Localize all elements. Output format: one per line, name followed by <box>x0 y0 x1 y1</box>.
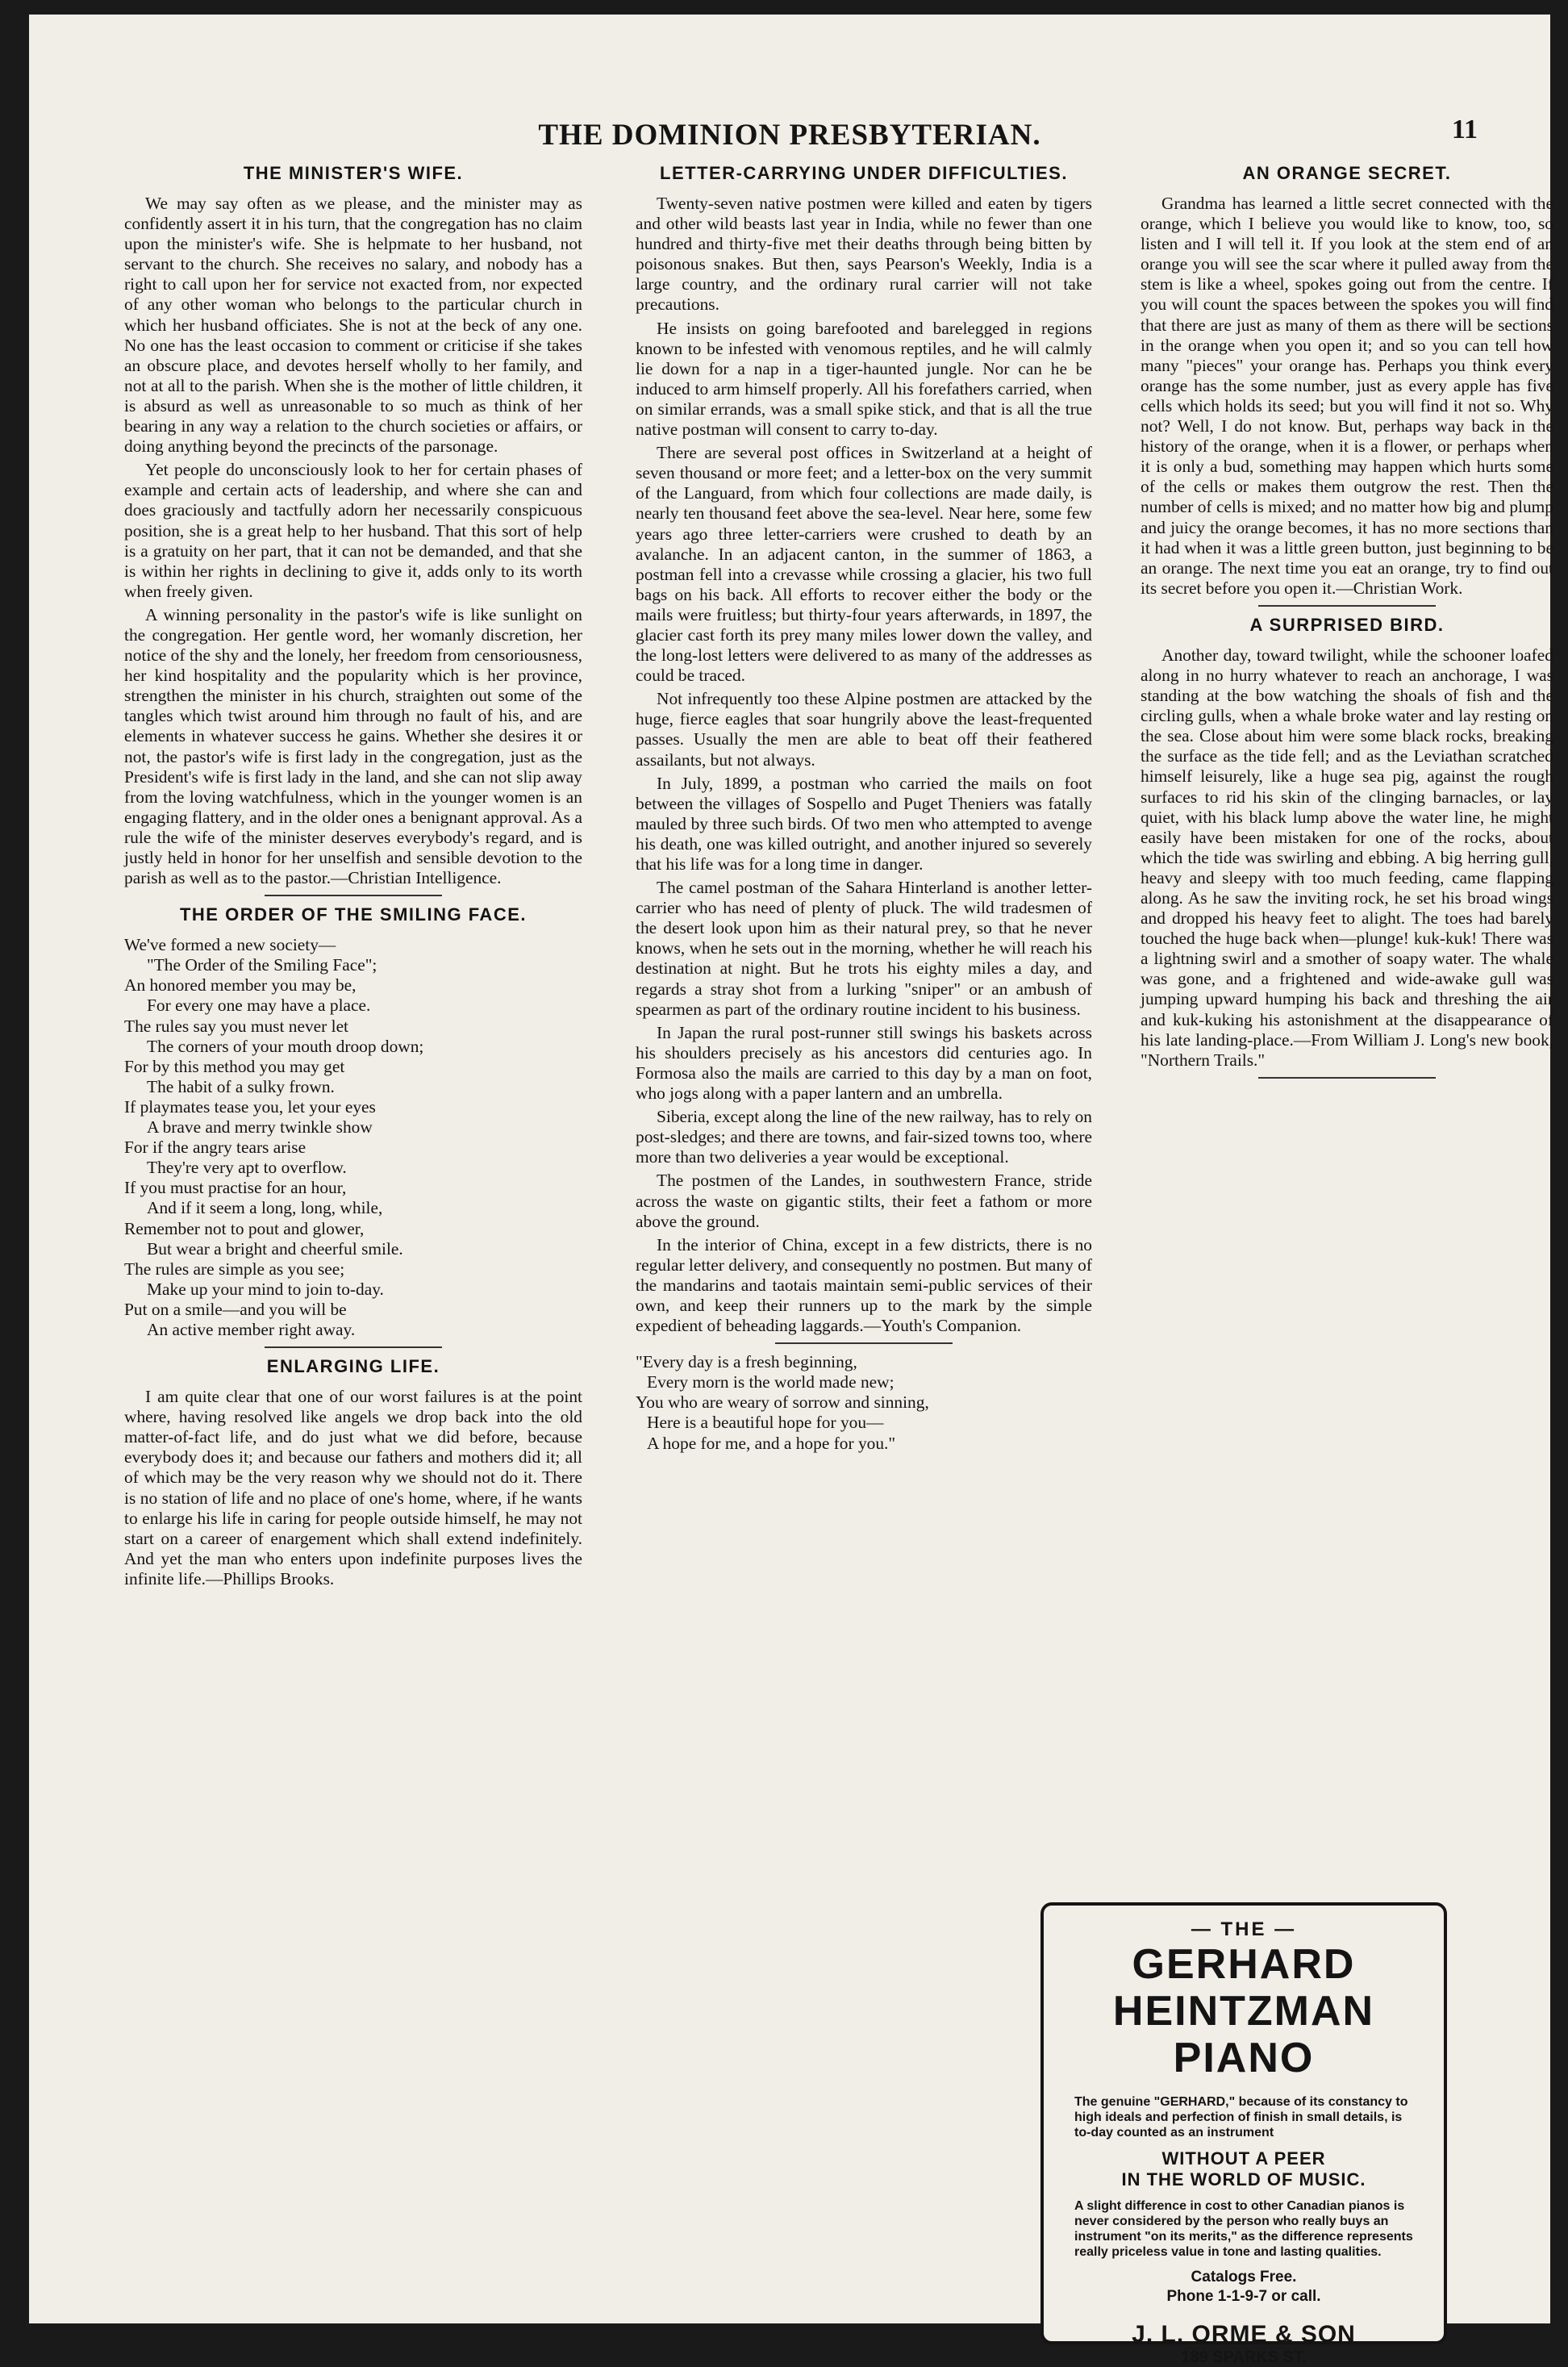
ad-brand-line: PIANO <box>1173 2035 1315 2081</box>
piano-advertisement <box>1040 1902 1447 2366</box>
poem-line: A brave and merry twinkle show <box>147 1117 373 1138</box>
article-title-smiling-face: THE ORDER OF THE SMILING FACE. <box>179 904 527 925</box>
poem-line: If playmates tease you, let your eyes <box>124 1096 376 1117</box>
letter-carrying-paragraph: In the interior of China, except in a few districts, there is no regular letter delivery, and consequently no postmen. But many of the mandarins and taotais maintain semi-public services of their own, and keep their runners up to the mark by the simple expedient of beheading laggards.—Youth's Companion. <box>636 1234 1092 1336</box>
article-title-surprised-bird: A SURPRISED BIRD. <box>1249 614 1445 635</box>
minister-wife-paragraph: We may say often as we please, and the minister may as confidently assert it in his turn, that the congregation has no claim upon the minister's wife. She is helpmate to her husband, not servant to the church. She receives no salary, and nobody has a right to call upon her for service not exacted from, nor expected of any other woman who belongs to the particular church in which her husband officiates. She is not at the beck of any one. No one has the least occasion to comment or criticise if she takes an obscure place, and devotes herself wholly to her family, and not at all to the parish. When she is the mother of little children, it is absurd as well as unreasonable to so much as think of her bearing in any way a relation to the church societies or affairs, or doing anything beyond the precincts of the parsonage. <box>124 194 582 457</box>
ad-the: — THE — <box>1191 1918 1297 1940</box>
newspaper-page <box>29 15 1553 2366</box>
article-title-minister-wife: THE MINISTER'S WIFE. <box>243 163 464 183</box>
page-number: 11 <box>1451 115 1478 144</box>
ad-phone: Phone 1-1-9-7 or call. <box>1166 2288 1321 2305</box>
verse-line: Every morn is the world made new; <box>647 1372 895 1392</box>
verse-line: You who are weary of sorrow and sinning, <box>636 1392 929 1413</box>
ad-brand-line: HEINTZMAN <box>1112 1988 1375 2035</box>
poem-line: They're very apt to overflow. <box>147 1158 347 1178</box>
letter-carrying-paragraph: The postmen of the Landes, in southwestern France, stride across the waste on gigantic stilts, their feet a fathom or more above the ground. <box>636 1171 1092 1231</box>
verse-line: A hope for me, and a hope for you." <box>647 1433 896 1453</box>
letter-carrying-paragraph: In July, 1899, a postman who carried the mails on foot between the villages of Sospello and Puget Theniers was fatally mauled by three such birds. Of two men who attempted to avenge his death, one was killed outright, and another injured so severely that his life was for a long time in danger. <box>636 773 1092 874</box>
letter-carrying-paragraph: He insists on going barefooted and barelegged in regions known to be infested with venomous reptiles, and he will calmly lie down for a nap in a tiger-haunted jungle. Nor can he be induced to arm himself properly. All his forefathers carried, when on similar errands, was a small spike stick, and that is all the true native postman will consent to carry to-day. <box>636 318 1092 440</box>
article-title-letter-carrying: LETTER-CARRYING UNDER DIFFICULTIES. <box>660 163 1068 183</box>
column-left <box>124 160 582 1593</box>
poem-line: And if it seem a long, long, while, <box>147 1198 383 1218</box>
enlarging-life-paragraph: I am quite clear that one of our worst failures is at the point where, having resolved like angels we drop back into the old matter-of-fact life, and do just what we did before, because everybody does it; and because our fathers and mothers did it; all of which may be the very reason why we should not do it. There is no station of life and no place of one's home, where, if he wants to enlarge his life in caring for people outside himself, he may not start on a career of enargement which shall extend indefinitely. And yet the man who enters upon indefinite purposes lives the infinite life.—Phillips Brooks. <box>124 1387 582 1588</box>
poem-line: Put on a smile—and you will be <box>124 1299 347 1319</box>
column-middle <box>636 160 1092 1460</box>
letter-carrying-paragraph: The camel postman of the Sahara Hinterland is another letter-carrier who has need of plenty of pluck. The wild tradesmen of the desert look upon him as their natural prey, so that he never knows, when he sets out in the morning, whether he will reach his destination at night. But he trots his eighty miles a day, and regards a stray shot from a lurking "sniper" or an ambush of spearmen as part of the ordinary routine incident to his business. <box>636 878 1092 1019</box>
poem-line: The habit of a sulky frown. <box>147 1076 335 1096</box>
ad-brand-line: GERHARD <box>1132 1941 1356 1988</box>
poem-line: Make up your mind to join to-day. <box>147 1279 384 1299</box>
poem-line: For if the angry tears arise <box>124 1138 307 1158</box>
letter-carrying-paragraph: Siberia, except along the line of the new railway, has to rely on post-sledges; and there are towns, and fair-sized towns too, where more than two deliveries a year would be exceptional. <box>636 1107 1092 1167</box>
letter-carrying-paragraph: There are several post offices in Switzerland at a height of seven thousand or more feet; and a letter-box on the very summit of the Languard, from which four collections are made daily, is nearly ten thousand feet above the sea-level. Near here, some few years ago three letter-carriers were crushed to death by an avalanche. In an adjacent canton, in the summer of 1863, a postman fell into a crevasse while crossing a glacier, his two full bags on his back. All efforts to recover either the body or the mails were fruitless; but thirty-four years afterwards, in 1897, the glacier cast forth its prey many miles lower down the valley, and the long-lost letters were delivered to as many of the addresses as could be traced. <box>636 443 1092 686</box>
verse-line: "Every day is a fresh beginning, <box>636 1352 857 1372</box>
minister-wife-paragraph: A winning personality in the pastor's wife is like sunlight on the congregation. Her gentle word, her womanly discretion, her notice of the shy and the lonely, her freedom from censoriousness, her kind hospitality and the popularity which is her province, strengthen the minister in his church, straighten out some of the tangles which twist around him through no fault of his, and are elements in whatever success he gains. Whether she desires it or not, the pastor's wife is first lady in the congregation, just as the President's wife is first lady in the land, and she can not slip away from the loving watchfulness, which in the younger women is an engaging flattery, and in the older ones a benignant approval. As a rule the wife of the minister deserves everybody's regard, and is justly held in honor for her unselfish and sensible devotion to the parish as well as to the pastor.—Christian Intelligence. <box>124 604 582 888</box>
ad-small-print: A slight difference in cost to other Canadian pianos is never considered by the person who really buys an instrument "on its merits," as the difference represents really priceless value in tone and lasting qualities. <box>1074 2199 1413 2259</box>
ad-address: 189 SPARKS ST. <box>1181 2348 1307 2366</box>
orange-secret-paragraph: Grandma has learned a little secret connected with the orange, which I believe you would like to know, too, so listen and I will tell it. If you look at the stem end of an orange you will see the scar where it pulled away from the stem is like a wheel, spokes going out from the centre. If you will count the spaces between the spokes you will find that there are just as many of them as there will be sections in the orange when you open it; and so you can tell how many "pieces" your orange has. Perhaps you think every orange has the some number, just as every apple has five cells which holds its seed; but you will find it not so. Why not? Well, I do not know. But, perhaps way back in the history of the orange, when it is a flower, or perhaps when it is only a bud, something may happen which hurts some of the cells or makes them outgrow the rest. Then the number of cells is mixed; and no matter how big and plump and juicy the orange becomes, it has no more sections than it had when it was a little green button, just beginning to be an orange. The next time you eat an orange, try to find out its secret before you open it.—Christian Work. <box>1141 194 1553 598</box>
divider-rule <box>775 1342 953 1344</box>
poem-line: An honored member you may be, <box>124 975 357 996</box>
ad-peer-line: WITHOUT A PEER <box>1161 2148 1326 2169</box>
letter-carrying-paragraph: Not infrequently too these Alpine postmen are attacked by the huge, fierce eagles that soar hungrily above the least-frequented passes. Usually the men are able to beat off their feathered assailants, but not always. <box>636 689 1092 770</box>
poem-line: If you must practise for an hour, <box>124 1178 347 1198</box>
ad-catalogs: Catalogs Free. <box>1191 2269 1297 2286</box>
poem-line: "The Order of the Smiling Face"; <box>147 955 377 975</box>
poem-line: The corners of your mouth droop down; <box>147 1036 424 1056</box>
article-title-enlarging-life: ENLARGING LIFE. <box>266 1356 440 1377</box>
minister-wife-paragraph: Yet people do unconsciously look to her for certain phases of example and certain acts of leadership, and where she can and does graciously and tactfully adorn her necessarily conspicuous position, she is a great help to her husband. That this sort of help is a gratuity on her part, that it can not be demanded, and that she is within her rights in declining to give it, adds only to its worth when freely given. <box>124 460 582 601</box>
letter-carrying-paragraph: Twenty-seven native postmen were killed and eaten by tigers and other wild beasts last year in India, while no fewer than one hundred and thirty-five met their deaths through being bitten by poisonous snakes. But then, says Pearson's Weekly, India is a large country, and the ordinary rural carrier will not take precautions. <box>636 194 1092 315</box>
letter-carrying-paragraph: In Japan the rural post-runner still swings his baskets across his shoulders precisely as his ancestors did centuries ago. In Formosa also the mails are carried to this day by a man on foot, who jogs along with a paper lantern and an umbrella. <box>636 1022 1092 1104</box>
poem-line: Remember not to pout and glower, <box>124 1218 365 1238</box>
poem-line: An active member right away. <box>147 1319 356 1339</box>
ad-peer-line: IN THE WORLD OF MUSIC. <box>1121 2169 1366 2190</box>
article-title-orange-secret: AN ORANGE SECRET. <box>1242 163 1452 183</box>
divider-rule <box>265 895 442 896</box>
poem-line: The rules are simple as you see; <box>124 1259 345 1279</box>
poem-line: For every one may have a place. <box>147 996 371 1016</box>
divider-rule <box>1258 1077 1436 1079</box>
poem-line: The rules say you must never let <box>124 1016 349 1036</box>
fresh-beginning-verse <box>636 1352 1092 1453</box>
smiling-face-poem <box>124 935 582 1340</box>
masthead-title: THE DOMINION PRESBYTERIAN. <box>538 119 1041 152</box>
ad-firm-name: J. L. ORME & SON <box>1132 2321 1356 2348</box>
divider-rule <box>1258 605 1436 607</box>
verse-line: Here is a beautiful hope for you— <box>647 1413 884 1433</box>
poem-line: But wear a bright and cheerful smile. <box>147 1238 403 1259</box>
poem-line: For by this method you may get <box>124 1056 345 1076</box>
ad-blurb: The genuine "GERHARD," because of its constancy to high ideals and perfection of finish in small details, is to-day counted as an instrument <box>1074 2095 1408 2139</box>
column-right <box>1141 160 1553 1087</box>
poem-line: We've formed a new society— <box>124 935 336 955</box>
divider-rule <box>265 1346 442 1348</box>
surprised-bird-paragraph: Another day, toward twilight, while the schooner loafed along in no hurry whatever to reach an anchorage, I was standing at the bow watching the shoals of fish and the circling gulls, when a whale broke water and lay resting on the sea. Close about him were some black rocks, breaking the surface as the tide fell; and as the Leviathan scratched himself leisurely, like a huge sea pig, against the rough surfaces to rid his skin of the clinging barnacles, or lay quiet, with his black lump above the water line, he might easily have been mistaken for one of the rocks, about which the tide was swirling and ebbing. A big herring gull, heavy and sleepy with too much feeding, came flapping along. As he saw the inviting rock, he set his broad wings and dropped his heavy feet to alight. The toes had barely touched the huge back when—plunge! kuk-kuk! There was a lightning swirl and a smother of soapy water. The whale was gone, and a frightened and wide-awake gull was jumping upward humping his back and threshing the air and kuk-kuking his astonishment at the disappearance of his late landing-place.—From William J. Long's new book, "Northern Trails." <box>1141 645 1553 1070</box>
